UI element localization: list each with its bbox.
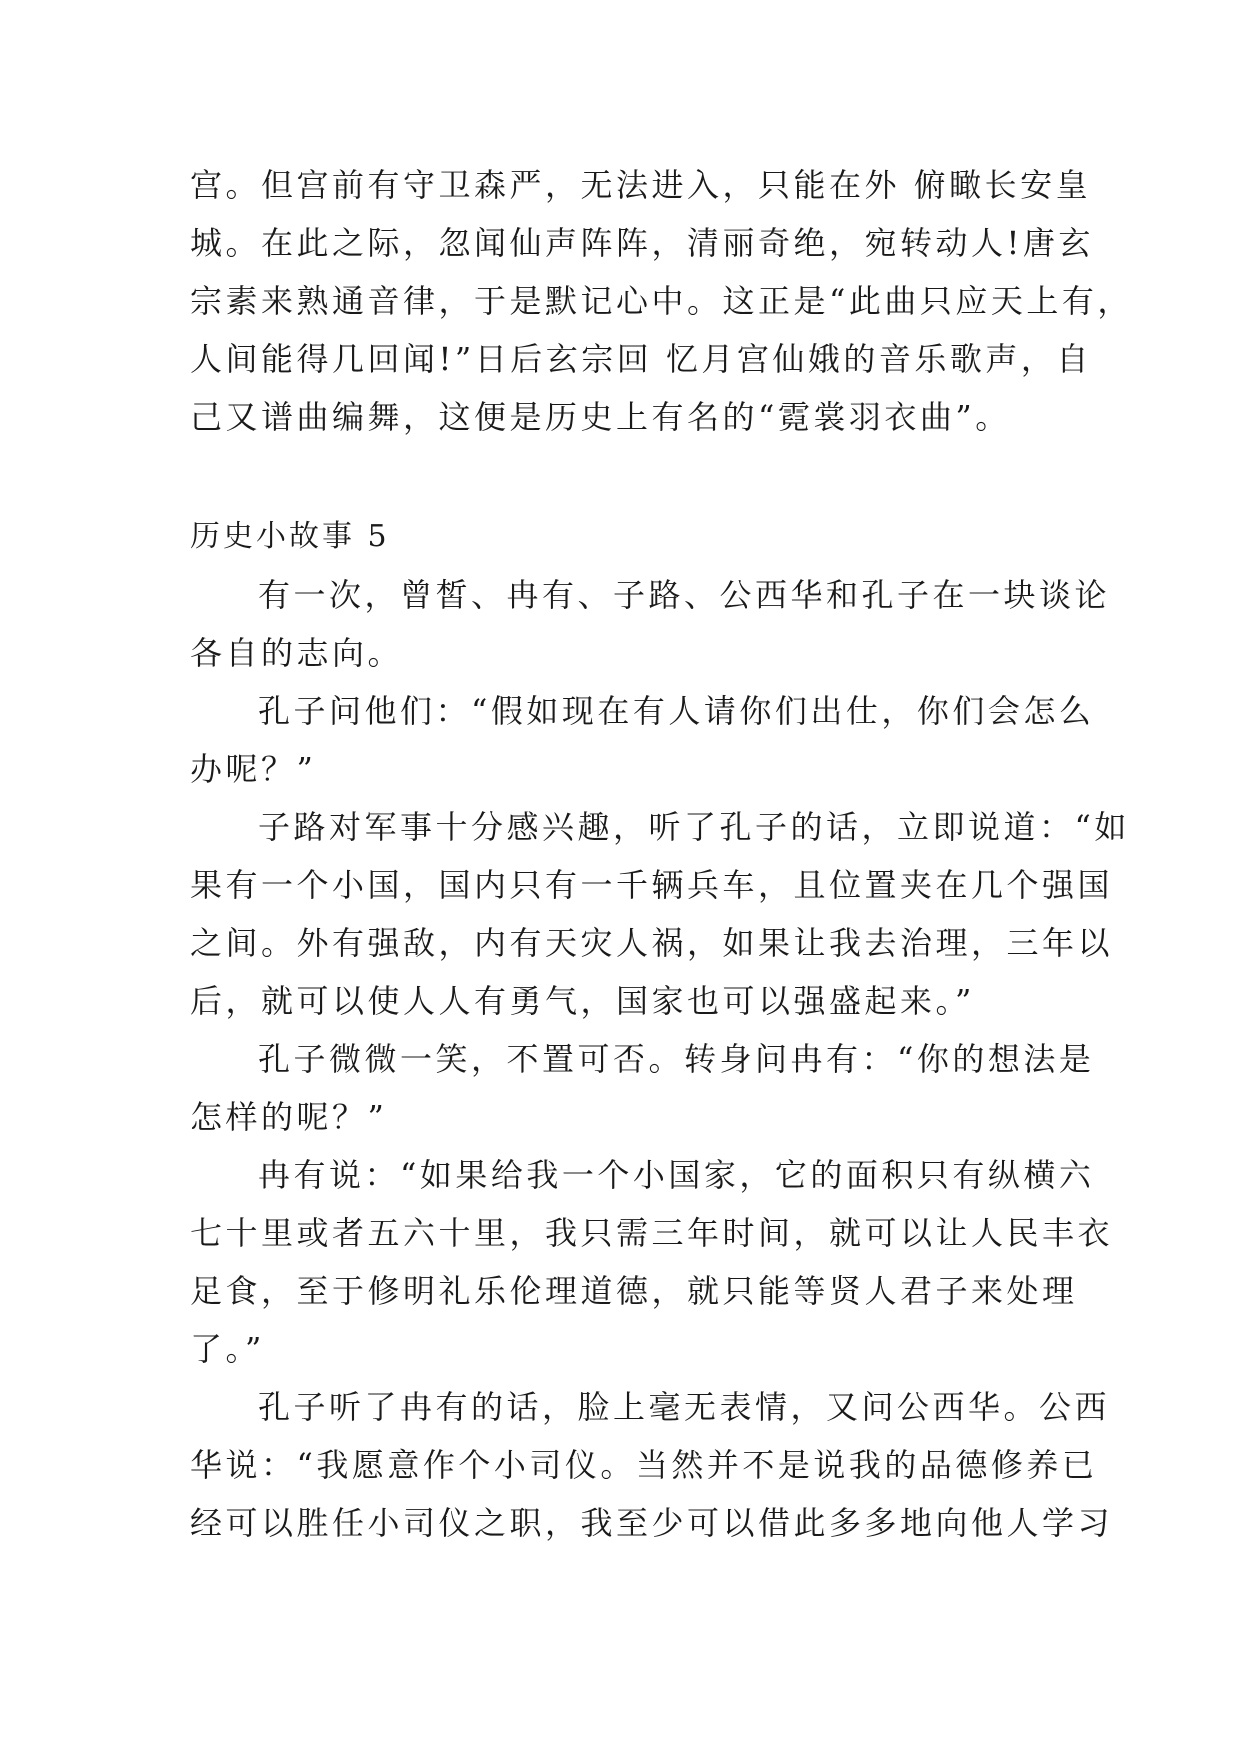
paragraph-first-line: 孔子问他们：“假如现在有人请你们出仕，你们会怎么	[258, 692, 1095, 730]
text-line: 怎样的呢？”	[190, 1098, 388, 1136]
top-paragraph	[190, 156, 1133, 446]
story-paragraph	[190, 798, 1130, 1030]
paragraph-first-line: 子路对军事十分感兴趣，听了孔子的话，立即说道：“如	[258, 808, 1130, 846]
text-line: 经可以胜任小司仪之职，我至少可以借此多多地向他人学习	[190, 1504, 1114, 1542]
text-line: 后，就可以使人人有勇气，国家也可以强盛起来。”	[190, 982, 975, 1020]
text-line: 宫。但宫前有守卫森严，无法进入，只能在外 俯瞰长安皇	[190, 166, 1092, 204]
text-line: 宗素来熟通音律，于是默记心中。这正是“此曲只应天上有，	[190, 282, 1133, 320]
text-line: 了。”	[190, 1330, 265, 1368]
section-heading: 历史小故事 5	[190, 519, 390, 554]
story-paragraph	[190, 1146, 1114, 1378]
text-line: 办呢？”	[190, 750, 317, 788]
text-line: 各自的志向。	[190, 634, 404, 672]
story-paragraph	[190, 682, 1095, 798]
text-line: 足食，至于修明礼乐伦理道德，就只能等贤人君子来处理	[190, 1272, 1078, 1310]
text-line: 华说：“我愿意作个小司仪。当然并不是说我的品德修养已	[190, 1446, 1098, 1484]
text-line: 果有一个小国，国内只有一千辆兵车，且位置夹在几个强国	[190, 866, 1114, 904]
text-line: 七十里或者五六十里，我只需三年时间，就可以让人民丰衣	[190, 1214, 1114, 1252]
paragraph-first-line: 孔子微微一笑，不置可否。转身问冉有：“你的想法是	[258, 1040, 1095, 1078]
story-paragraph	[190, 566, 1111, 682]
text-line: 人间能得几回闻!”日后玄宗回 忆月宫仙娥的音乐歌声，自	[190, 340, 1092, 378]
text-line: 城。在此之际，忽闻仙声阵阵，清丽奇绝，宛转动人!唐玄	[190, 224, 1094, 262]
paragraph-first-line: 孔子听了冉有的话，脸上毫无表情，又问公西华。公西	[258, 1388, 1111, 1426]
text-line: 之间。外有强敌，内有天灾人祸，如果让我去治理，三年以	[190, 924, 1114, 962]
story-paragraph	[190, 1030, 1095, 1146]
paragraph-first-line: 有一次，曾皙、冉有、子路、公西华和孔子在一块谈论	[258, 576, 1111, 614]
story-paragraph	[190, 1378, 1114, 1552]
paragraph-first-line: 冉有说：“如果给我一个小国家，它的面积只有纵横六	[258, 1156, 1095, 1194]
text-line: 己又谱曲编舞，这便是历史上有名的“霓裳羽衣曲”。	[190, 398, 1011, 436]
story-body	[190, 566, 1130, 1552]
